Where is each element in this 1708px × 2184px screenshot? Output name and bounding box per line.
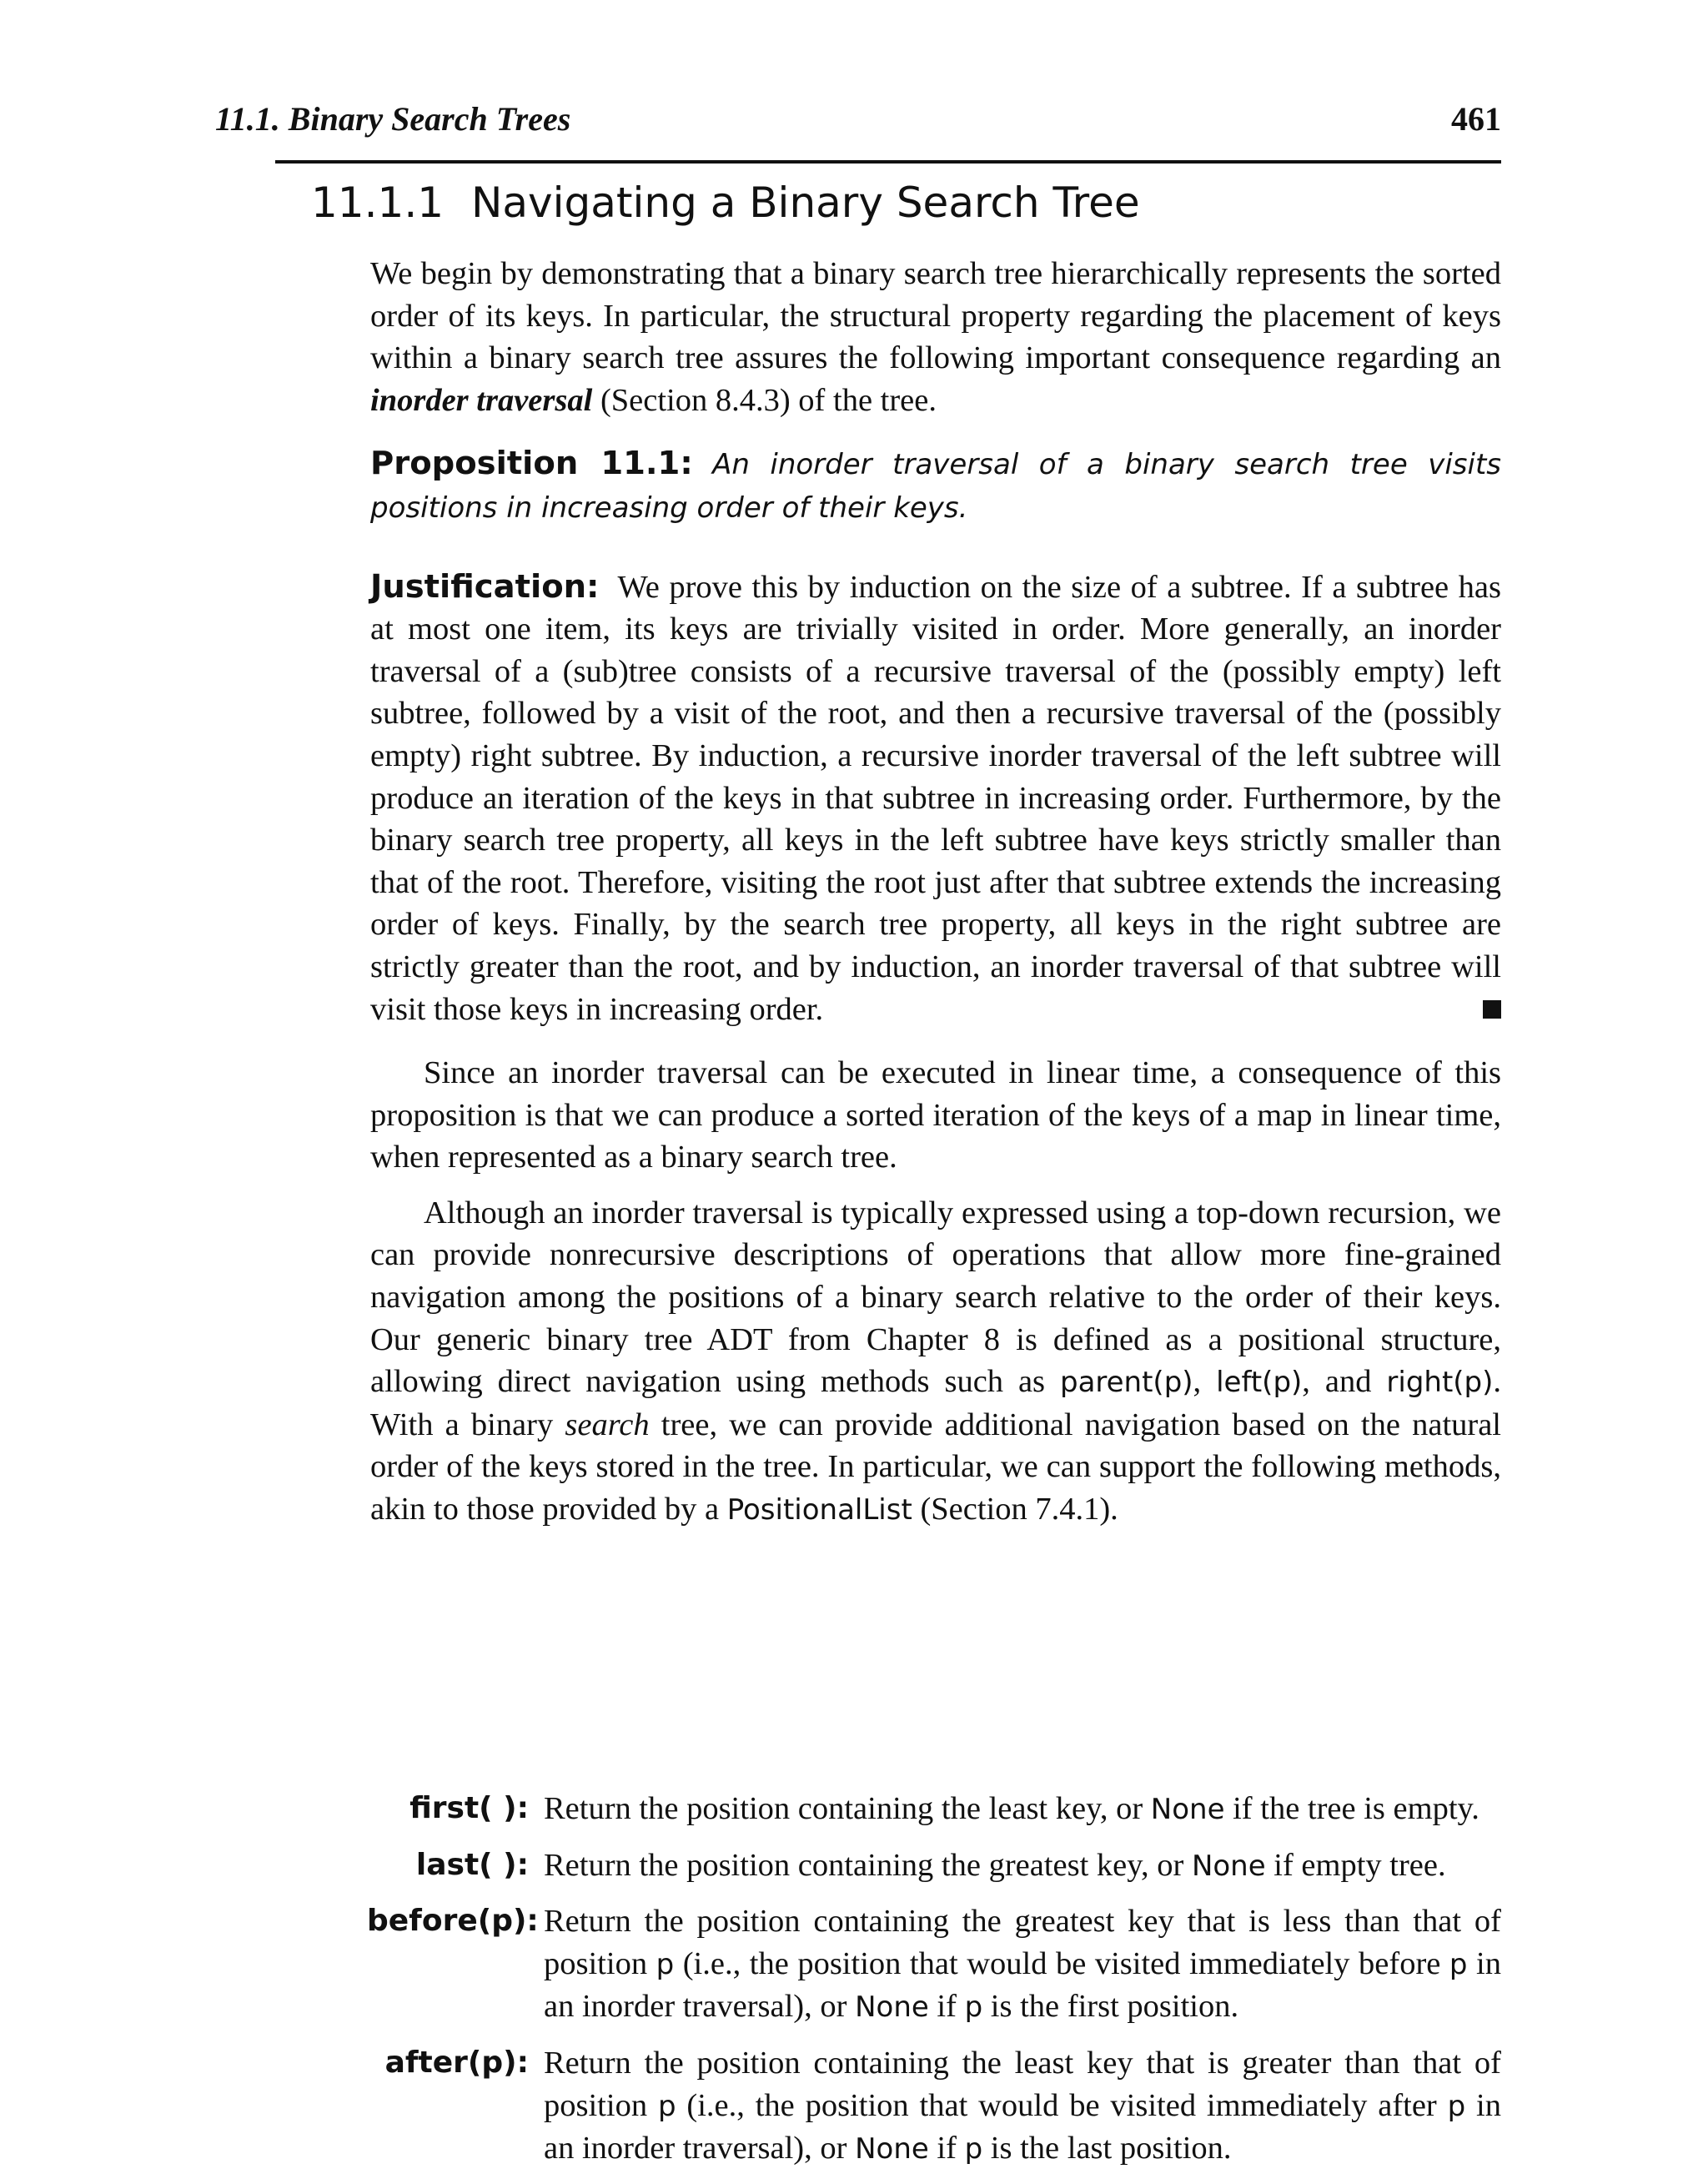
proposition	[370, 443, 1501, 529]
code-none: None	[855, 2132, 929, 2166]
page-number: 461	[1451, 100, 1501, 138]
method-text: if	[928, 2131, 965, 2166]
section-number: 11.1.1	[311, 179, 445, 227]
proposition-label: Proposition 11.1:	[370, 445, 693, 483]
method-name: before(p):	[367, 1904, 539, 1939]
running-title: 11.1. Binary Search Trees	[215, 100, 571, 138]
method-text: is the last position.	[982, 2131, 1232, 2166]
justification-text: We prove this by induction on the size of a subtree. If a subtree has at most one item, its keys are trivially visited in order. More generally, an inorder traversal of a (sub)tree consists of a recursive traversal of the (possibly empty) left subtree, followed by a visit of the root, and then a recursive traversal of the (possibly empty) right subtree. By induction, a recursive inorder traversal of the left subtree will produce an iteration of the keys in that subtree in increasing order. Furthermore, by the binary search tree property, all keys in the left subtree have keys strictly smaller than that of the root. Therefore, visiting the root just after that subtree extends the increasing order of keys. Finally, by the search tree property, all keys in the right subtree are strictly greater than the root, and by induction, an inorder traversal of that subtree will visit those keys in increasing order.	[370, 569, 1501, 1027]
intro-emphasis: inorder traversal	[370, 382, 593, 418]
method-name: after(p):	[384, 2045, 529, 2080]
method-text: if the tree is empty.	[1224, 1791, 1479, 1826]
para3-text: (Section 7.4.1).	[912, 1492, 1118, 1527]
method-text: in an inorder traversal), or	[544, 2087, 1502, 2166]
intro-paragraph	[370, 253, 1501, 421]
section-heading	[311, 175, 1140, 230]
code-parent: parent(p)	[1059, 1366, 1193, 1400]
method-item	[409, 1788, 1501, 1831]
justification-label: Justification:	[370, 567, 600, 606]
header-rule	[275, 160, 1501, 164]
method-text: (i.e., the position that would be visited immediately after	[676, 2087, 1448, 2123]
code-none: None	[1150, 1793, 1225, 1826]
running-header	[215, 98, 1501, 140]
para3-text: , and	[1302, 1364, 1387, 1400]
section-title: Navigating a Binary Search Tree	[471, 179, 1140, 227]
code-positionallist: PositionalList	[726, 1493, 912, 1527]
method-description	[544, 2042, 1501, 2171]
code-p: p	[657, 2089, 676, 2123]
code-p: p	[964, 1990, 983, 2025]
method-description	[544, 1844, 1501, 1888]
method-text: Return the position containing the greatest key, or	[544, 1847, 1192, 1883]
para3-emphasis: search	[565, 1407, 650, 1442]
method-text: (i.e., the position that would be visited immediately before	[674, 1945, 1449, 1981]
code-p: p	[656, 1947, 675, 1981]
method-description	[544, 1900, 1501, 2029]
code-left: left(p)	[1216, 1366, 1303, 1400]
justification	[370, 566, 1501, 1031]
method-text: if empty tree.	[1265, 1847, 1446, 1883]
para3-text: Although an inorder traversal is typically expressed using a top-down recursion, we can provide nonrecursive descriptions of operations that allow more fine-grained navigation among the positions of a binary search relative to the order of their keys. Our generic binary tree ADT from Chapter 8 is defined as a positional structure, allowing direct navigation using methods such as	[370, 1195, 1501, 1400]
method-text: is the first position.	[982, 1989, 1239, 2025]
method-name: first( ):	[409, 1791, 529, 1825]
para3-text: ,	[1193, 1364, 1217, 1400]
method-text: if	[928, 1989, 965, 2025]
qed-square-icon	[1483, 1000, 1501, 1019]
paragraph-navigation	[370, 1192, 1501, 1532]
code-p: p	[1449, 1947, 1468, 1981]
method-text: in an inorder traversal), or	[544, 1945, 1501, 2025]
method-description	[544, 1788, 1501, 1831]
code-p: p	[1447, 2089, 1466, 2123]
method-item	[384, 2042, 1502, 2171]
code-none: None	[1191, 1849, 1266, 1883]
code-p: p	[964, 2132, 983, 2166]
method-item	[367, 1900, 1501, 2029]
intro-text-end: (Section 8.4.3) of the tree.	[592, 382, 937, 418]
method-text: Return the position containing the least key, or	[544, 1791, 1151, 1826]
code-right: right(p)	[1386, 1366, 1494, 1400]
method-item	[415, 1844, 1501, 1888]
proposition-text: An inorder traversal of a binary search tree visits positions in increasing order of their keys.	[370, 448, 1502, 525]
intro-text: We begin by demonstrating that a binary search tree hierarchically represents the sorted order of its keys. In particular, the structural property regarding the placement of keys within a binary search tree assures the following important consequence regarding an	[370, 256, 1501, 376]
method-name: last( ):	[415, 1847, 529, 1882]
para3-text: . With a binary	[370, 1364, 1502, 1442]
method-text: Return the position containing the greatest key that is less than that of position	[544, 1904, 1501, 1981]
method-text: Return the position containing the least key that is greater than that of position	[544, 2045, 1501, 2123]
body-content	[367, 253, 1502, 2166]
paragraph-linear-time: Since an inorder traversal can be executed in linear time, a consequence of this proposition is that we can produce a sorted iteration of the keys of a map in linear time, when represented as a binary search tree.	[370, 1055, 1501, 1175]
para3-text: tree, we can provide additional navigation based on the natural order of the keys stored in the tree. In particular, we can support the following methods, akin to those provided by a	[370, 1407, 1501, 1527]
code-none: None	[855, 1990, 929, 2025]
